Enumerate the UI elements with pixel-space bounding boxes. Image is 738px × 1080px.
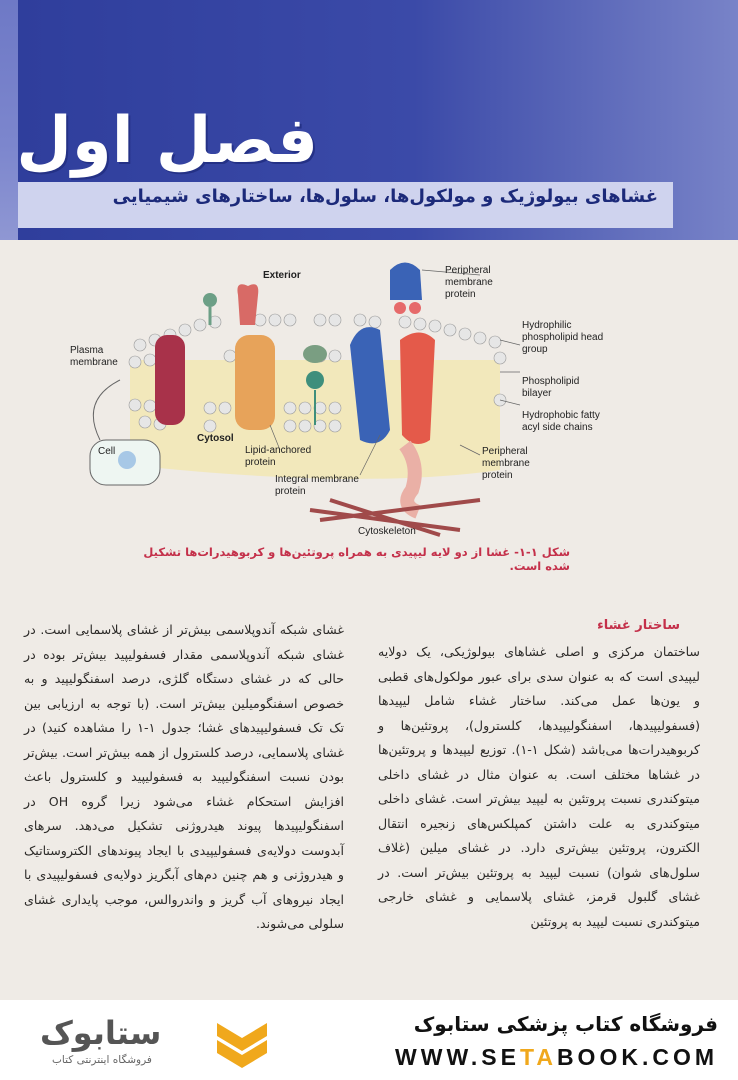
- logo-subtitle: فروشگاه اینترنتی کتاب: [52, 1054, 152, 1066]
- paragraph-right: ساختمان مرکزی و اصلی غشاهای بیولوژیکی، یک دولایه لیپیدی است که به عنوان سدی برای عبور مولکول‌های قطبی و یون‌ها عمل می‌کند. ساختار غشاء شامل لیپیدها (فسفولیپیدها، اسفنگولیپیدها، کلسترول)، پروتئین‌ها و کربوهیدرات‌ها می‌باشد (شکل ۱-۱). توزیع لیپیدها و پروتئین‌ها در غشاها مختلف است. به عنوان مثال در غشای داخلی میتوکندری نسبت پروتئین به لیپید بیش‌تر است. غشای داخلی میتوکندری به علت داشتن کمپلکس‌های زنجیره انتقال الکترون، پروتئین بیش‌تری دارد. در غشای میلین (غلاف سلول‌های شوان) نسبت لیپید به پروتئین بیش‌تر است. در غشای گلبول قرمز، غشای پلاسمایی و غشای خارجی میتوکندری نسبت لیپید به پروتئین: [378, 644, 700, 929]
- label-hydrophobic: Hydrophobic fatty acyl side chains: [522, 410, 600, 433]
- url-part: BOOK.COM: [556, 1044, 718, 1070]
- label-exterior: Exterior: [263, 270, 301, 281]
- text-column-left: [24, 618, 344, 937]
- section-heading: ساختار غشاء: [597, 618, 680, 633]
- label-lipid-anchored: Lipid-anchored protein: [245, 445, 312, 468]
- label-cytoskeleton: Cytoskeleton: [358, 526, 416, 537]
- label-cell: Cell: [98, 446, 116, 457]
- label-bilayer: Phospholipid bilayer: [522, 376, 580, 399]
- integral-protein-red: [400, 333, 435, 445]
- logo-text: ستابوک: [40, 1014, 162, 1052]
- figure-caption: شکل ۱-۱- غشا از دو لایه لیپیدی به همراه پروتئین‌ها و کربوهیدرات‌ها تشکیل شده است.: [143, 545, 570, 573]
- membrane-figure: [60, 250, 660, 540]
- url-highlight: TA: [519, 1044, 557, 1070]
- label-hydrophilic: Hydrophilic phospholipid head group: [522, 320, 604, 355]
- store-url[interactable]: [395, 1044, 718, 1071]
- label-peripheral-top: Peripheral membrane protein: [445, 265, 493, 300]
- url-part: WWW.SE: [395, 1044, 520, 1070]
- label-cytosol: Cytosol: [197, 433, 234, 444]
- peripheral-protein-top: [390, 263, 422, 301]
- channel-protein: [155, 335, 185, 425]
- label-peripheral-bottom: Peripheral membrane protein: [482, 446, 530, 481]
- label-integral-protein: Integral membrane protein: [275, 474, 359, 497]
- integral-protein-orange: [235, 335, 275, 430]
- setabook-logo-icon: [212, 1018, 272, 1070]
- store-name: فروشگاه کتاب پزشکی ستابوک: [413, 1012, 718, 1036]
- label-plasma-membrane: Plasma membrane: [70, 345, 118, 368]
- chapter-title: فصل اول: [16, 104, 318, 178]
- chapter-subtitle: غشاهای بیولوژیک و مولکول‌ها، سلول‌ها، ساختارهای شیمیایی: [112, 186, 658, 207]
- paragraph-left: غشای شبکه آندوپلاسمی بیش‌تر از غشای پلاسمایی است. در غشای شبکه آندوپلاسمی مقدار فسفولیپید بیش‌تر بوده در حالی که در غشای دستگاه گلژی، درصد اسفنگولیپید و به خصوص اسفنگومیلین بیش‌تر است. (با توجه به ارزیابی بین تک تک فسفولیپیدهای غشا؛ جدول ۱-۱ را مشاهده کنید) در غشای پلاسمایی، درصد کلسترول از همه بیش‌تر است. بیش‌تر بودن نسبت اسفنگولیپید به فسفولیپید و کلسترول باعث افزایش استحکام غشاء می‌شود زیرا گروه OH در اسفنگولیپیدها پیوند هیدروژنی تشکیل می‌دهد. سرهای آبدوست دولایه‌ی فسفولیپیدی با ایجاد پیوندهای الکتروستاتیک و هیدروژنی و هم چنین دم‌های آبگریز دولایه‌ی فسفولیپیدی با ایجاد نیروهای آب گریز و واندروالس، موجب پایداری غشای سلولی می‌شوند.: [24, 622, 345, 931]
- text-column-right: [378, 640, 700, 934]
